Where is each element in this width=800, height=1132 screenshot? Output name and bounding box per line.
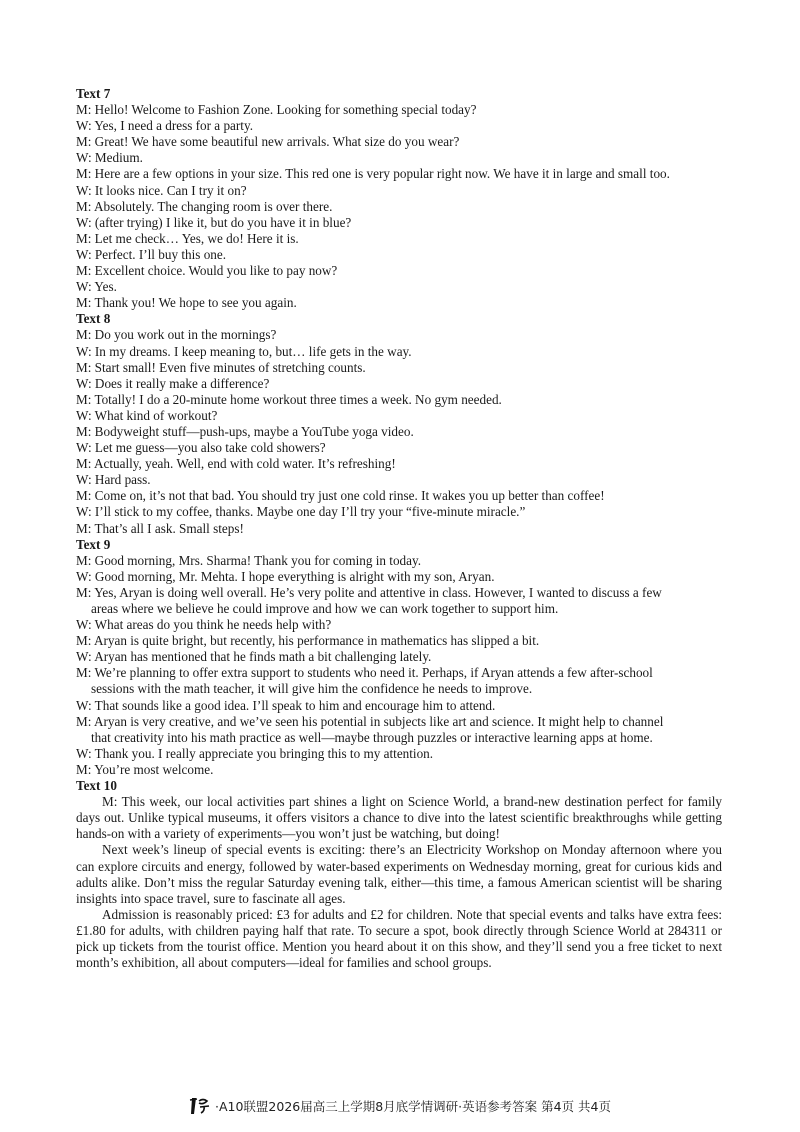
dialogue-line: M: Thank you! We hope to see you again. — [76, 295, 297, 311]
dialogue-line: M: Here are a few options in your size. This red one is very popular right now. We have it in large and small too. — [76, 166, 670, 182]
dialogue-line: M: Great! We have some beautiful new arrivals. What size do you wear? — [76, 134, 460, 150]
dialogue-line: M: Totally! I do a 20-minute home workout three times a week. No gym needed. — [76, 391, 502, 407]
dialogue-line: M: Actually, yeah. Well, end with cold water. It’s refreshing! — [76, 456, 396, 472]
dialogue-line: M: Do you work out in the mornings? — [76, 327, 277, 343]
dialogue-line: W: It looks nice. Can I try it on? — [76, 182, 247, 198]
text-8-section — [76, 311, 722, 536]
section-heading: Text 7 — [76, 86, 111, 101]
dialogue-line: M: Aryan is quite bright, but recently, his performance in mathematics has slipped a bit. — [76, 633, 540, 649]
dialogue-line: W: Hard pass. — [76, 472, 151, 488]
dialogue-line: W: What kind of workout? — [76, 407, 218, 423]
dialogue-line: M: Let me check… Yes, we do! Here it is. — [76, 230, 299, 246]
dialogue-line: M: Bodyweight stuff—push-ups, maybe a YouTube yoga video. — [76, 423, 414, 439]
dialogue-line: W: Aryan has mentioned that he finds math a bit challenging lately. — [76, 649, 432, 665]
monologue-paragraph: Next week’s lineup of special events is exciting: there’s an Electricity Workshop on Monday afternoon where you can explore circuits and energy, followed by water-based experiments on Wednesday morning, great for curious kids and adults alike. Don’t miss the regular Saturday evening talk, either—this time, a famous American scientist will be sharing insights into space travel, sure to fascinate all ages. — [76, 842, 722, 906]
dialogue-line: M: Excellent choice. Would you like to pay now? — [76, 263, 338, 279]
section-heading: Text 9 — [76, 536, 111, 552]
dialogue-line: W: Good morning, Mr. Mehta. I hope everything is alright with my son, Aryan. — [76, 568, 495, 584]
dialogue-line: M: We’re planning to offer extra support to students who need it. Perhaps, if Aryan attends a few after-school sessions with the math teacher, it will give him the confidence he needs to improve. — [76, 665, 653, 697]
publisher-logo — [189, 1097, 213, 1115]
dialogue-line: W: Yes, I need a dress for a party. — [76, 118, 253, 134]
dialogue-line: W: Yes. — [76, 279, 117, 295]
dialogue-line: M: Aryan is very creative, and we’ve seen his potential in subjects like art and science. It might help to channel that creativity into his math practice as well—maybe through puzzles or interactive learning apps at home. — [76, 713, 664, 745]
monologue-paragraph: M: This week, our local activities part shines a light on Science World, a brand-new destination perfect for family days out. Unlike typical museums, it offers visitors a chance to dive into the latest scientific breakthroughs while getting hands-on with a variety of experiments—you won’t just be watching, but doing! — [76, 794, 722, 842]
dialogue-line: M: Good morning, Mrs. Sharma! Thank you for coming in today. — [76, 552, 422, 568]
footer-text: ·A10联盟2026届高三上学期8月底学情调研·英语参考答案 第4页 共4页 — [214, 1099, 612, 1114]
dialogue-line: M: Come on, it’s not that bad. You should try just one cold rinse. It wakes you up better than coffee! — [76, 488, 605, 504]
dialogue-line: W: That sounds like a good idea. I’ll speak to him and encourage him to attend. — [76, 697, 496, 713]
monologue-paragraph: Admission is reasonably priced: £3 for adults and £2 for children. Note that special events and talks have extra fees: £1.80 for adults, with children paying half that rate. To secure a spot, book directly through Science World at 284311 or pick up tickets from the tourist office. Mention you heard about it on this show, and they’ll send you a free ticket to next month’s exhibition, all about computers—ideal for families and school groups. — [76, 906, 722, 971]
section-heading: Text 8 — [76, 311, 111, 327]
dialogue-line: W: Does it really make a difference? — [76, 375, 270, 391]
text-9-section — [76, 537, 722, 778]
dialogue-line: W: Thank you. I really appreciate you bringing this to my attention. — [76, 745, 434, 761]
dialogue-line: W: (after trying) I like it, but do you have it in blue? — [76, 214, 352, 230]
dialogue-line: M: Yes, Aryan is doing well overall. He’s very polite and attentive in class. However, I wanted to discuss a few areas where we believe he could improve and how we can work together to support him. — [76, 584, 662, 616]
dialogue-line: W: Perfect. I’ll buy this one. — [76, 246, 227, 262]
text-10-section — [76, 778, 722, 971]
dialogue-line: W: I’ll stick to my coffee, thanks. Maybe one day I’ll try your “five-minute miracle.” — [76, 504, 526, 520]
dialogue-line: W: Medium. — [76, 150, 143, 166]
dialogue-line: W: In my dreams. I keep meaning to, but… life gets in the way. — [76, 343, 412, 359]
section-heading: Text 10 — [76, 778, 117, 794]
dialogue-line: M: Absolutely. The changing room is over there. — [76, 198, 333, 214]
page-footer — [0, 1097, 800, 1115]
dialogue-line: M: You’re most welcome. — [76, 761, 214, 777]
dialogue-line: M: Hello! Welcome to Fashion Zone. Looking for something special today? — [76, 102, 477, 118]
text-7-section — [76, 86, 722, 311]
dialogue-line: W: Let me guess—you also take cold showers? — [76, 440, 326, 456]
answer-document — [76, 86, 722, 971]
dialogue-line: M: That’s all I ask. Small steps! — [76, 520, 244, 536]
dialogue-line: M: Start small! Even five minutes of stretching counts. — [76, 359, 366, 375]
dialogue-line: W: What areas do you think he needs help with? — [76, 617, 332, 633]
